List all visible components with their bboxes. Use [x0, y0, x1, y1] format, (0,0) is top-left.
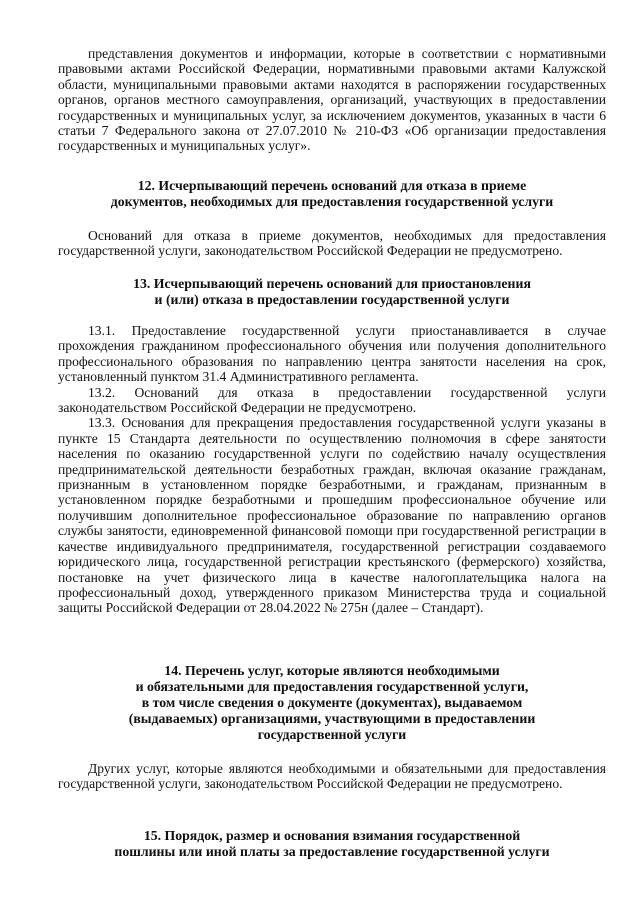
section-13-heading-line-1: 13. Исчерпывающий перечень оснований для приостановления	[133, 276, 531, 291]
intro-section	[58, 46, 606, 154]
section-13-paragraph-2: 13.2. Оснований для отказа в предоставлении государственной услуги законодательством Российской Федерации не предусмотрено.	[58, 384, 606, 416]
section-14-heading-line-1: 14. Перечень услуг, которые являются необходимыми	[164, 663, 500, 678]
section-15	[58, 828, 606, 860]
section-14-heading-line-2: и обязательными для предоставления государственной услуги,	[135, 679, 529, 694]
section-14-paragraph: Других услуг, которые являются необходимыми и обязательными для предоставления государственной услуги, законодательством Российской Федерации не предусмотрено.	[58, 761, 606, 792]
section-13	[58, 276, 606, 308]
section-14-body	[58, 761, 606, 792]
section-15-heading-line-1: 15. Порядок, размер и основания взимания государственной	[143, 828, 521, 843]
section-14	[58, 663, 606, 743]
section-14-heading-line-5: государственной услуги	[257, 727, 407, 742]
section-13-heading-line-2: и (или) отказа в предоставлении государственной услуги	[154, 292, 510, 307]
section-12-body	[58, 228, 606, 259]
section-12	[58, 178, 606, 210]
section-14-heading-line-3: в том числе сведения о документе (документах), выдаваемом	[141, 695, 523, 710]
section-13-body	[58, 323, 606, 616]
section-13-paragraph-3: 13.3. Основания для прекращения предоставления государственной услуги указаны в пункте 15 Стандарта деятельности по осуществлению полномочия в сфере занятости населения по оказанию государственной услуги по содействию началу осуществления предпринимательской деятельности безработных граждан, включая оказание гражданам, признанным в установленном порядке безработными, и гражданам, признанным в установленном порядке безработными и прошедшим профессиональное обучение или получившим дополнительное профессиональное образование по направлению органов службы занятости, единовременной финансовой помощи при государственной регистрации в качестве индивидуального предпринимателя, государственной регистрации создаваемого юридического лица, государственной регистрации крестьянского (фермерского) хозяйства, постановке на учет физического лица в качестве налогоплательщика налога на профессиональный доход, утвержденного приказом Министерства труда и социальной защиты Российской Федерации от 28.04.2022 № 275н (далее – Стандарт).	[58, 415, 606, 616]
section-12-heading-line-1: 12. Исчерпывающий перечень оснований для отказа в приеме	[137, 178, 527, 193]
section-14-heading-line-4: (выдаваемых) организациями, участвующими в предоставлении	[128, 711, 536, 726]
section-12-heading-line-2: документов, необходимых для предоставления государственной услуги	[110, 194, 554, 209]
intro-paragraph: представления документов и информации, которые в соответствии с нормативными правовыми актами Российской Федерации, нормативными правовыми актами Калужской области, муниципальными правовыми актами находятся в распоряжении государственных органов, органов местного самоуправления, организаций, участвующих в предоставлении государственных и муниципальных услуг, за исключением документов, указанных в части 6 статьи 7 Федерального закона от 27.07.2010 № 210-ФЗ «Об организации предоставления государственных и муниципальных услуг».	[58, 46, 606, 154]
section-13-paragraph-1: 13.1. Предоставление государственной услуги приостанавливается в случае прохождения гражданином профессионального обучения или получения дополнительного профессионального образования по направлению центра занятости населения на срок, установленный пунктом 31.4 Административного регламента.	[58, 323, 606, 385]
section-15-heading-line-2: пошлины или иной платы за предоставление государственной услуги	[114, 844, 550, 859]
section-12-paragraph: Оснований для отказа в приеме документов, необходимых для предоставления государственной услуги, законодательством Российской Федерации не предусмотрено.	[58, 228, 606, 259]
